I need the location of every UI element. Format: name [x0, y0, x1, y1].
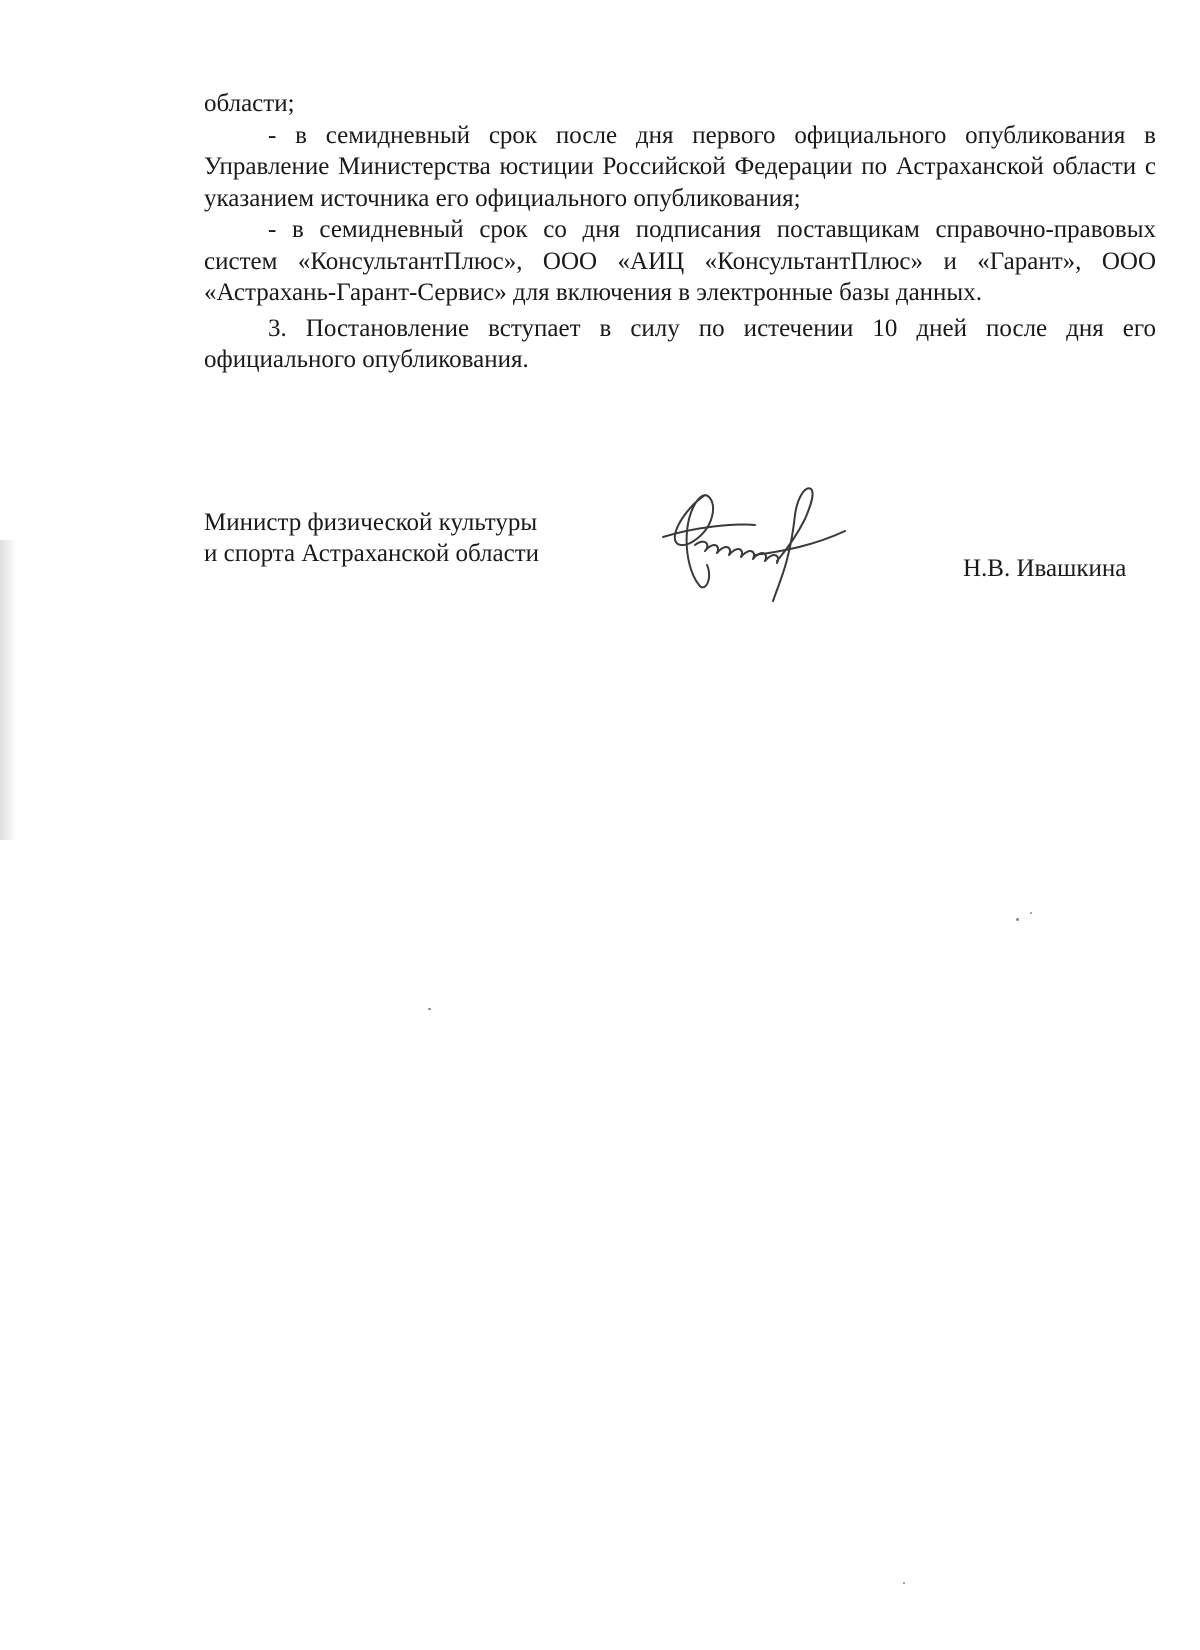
paragraph-bullet-legal-systems: - в семидневный срок со дня подписания поставщикам справочно-правовых систем «КонсультантПлюс», ООО «АИЦ «КонсультантПлюс» и «Гарант», ООО «Астрахань-Гарант-Сервис» для включения в электронные базы данных.	[204, 216, 1156, 306]
signatory-title-line1: Министр физической культуры	[204, 509, 538, 536]
paragraph-bullet-justice-ministry: - в семидневный срок после дня первого официального опубликования в Управление Министерства юстиции Российской Федерации по Астраханской области с указанием источника его официального опубликования;	[204, 121, 1156, 212]
scan-speck	[428, 1008, 431, 1010]
paragraph-continuation: области;	[204, 90, 295, 117]
scan-speck	[1016, 918, 1019, 921]
paragraph-effective-date: 3. Постановление вступает в силу по истечении 10 дней после дня его официального опубликования.	[204, 314, 1156, 373]
scan-shadow	[0, 540, 16, 840]
signatory-name: Н.В. Ивашкина	[963, 555, 1127, 582]
handwritten-signature	[655, 475, 865, 615]
document-body	[204, 88, 1156, 376]
signatory-title-line2: и спорта Астраханской области	[204, 540, 540, 567]
signatory-title	[204, 507, 539, 569]
scan-speck	[903, 1582, 905, 1584]
scan-speck	[1030, 912, 1032, 914]
